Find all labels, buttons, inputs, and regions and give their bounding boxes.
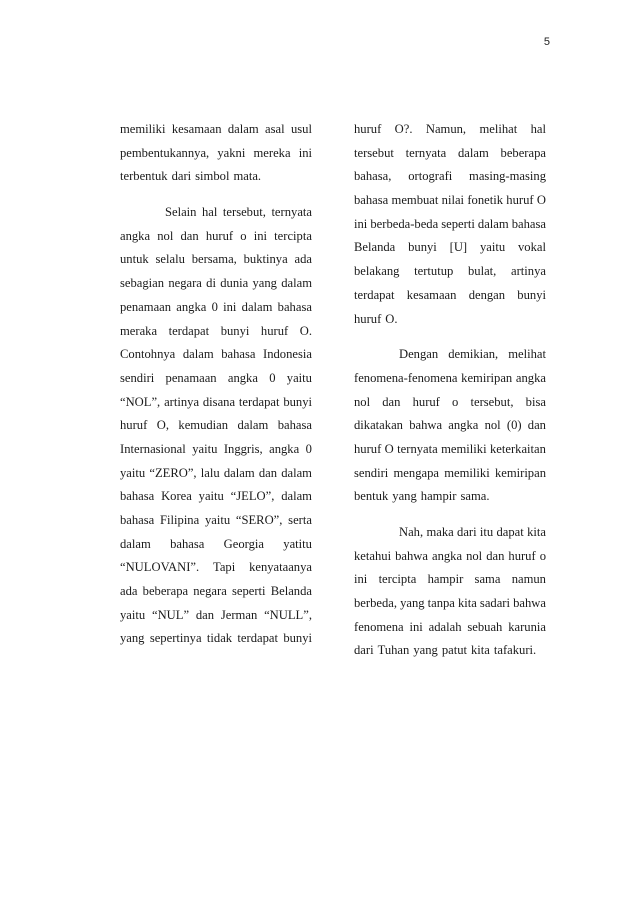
word: ternyata <box>405 145 447 160</box>
word: ini <box>354 572 368 587</box>
word: angka <box>120 228 151 243</box>
word: ternyata <box>397 441 438 456</box>
word: Tapi <box>213 560 236 575</box>
word: sama. <box>460 489 490 504</box>
word: 0 <box>269 370 276 385</box>
word: ini <box>409 619 423 634</box>
word: kita <box>457 596 477 611</box>
text-line <box>120 556 312 580</box>
word: ketahui <box>354 548 392 563</box>
word: penamaan <box>120 299 172 314</box>
text-line <box>120 272 312 296</box>
text-line <box>120 118 312 142</box>
word: terdapat <box>238 394 280 409</box>
word: karunia <box>508 619 546 634</box>
text-line <box>354 462 546 486</box>
word: bulat, <box>467 264 497 279</box>
word: seperti <box>231 584 266 599</box>
word: kesamaan <box>406 287 457 302</box>
word: nol <box>354 394 371 409</box>
text-line <box>354 165 546 189</box>
text-line <box>120 343 312 367</box>
paragraph-gap <box>354 331 546 343</box>
word: Belanda <box>270 584 312 599</box>
text-line <box>120 414 312 438</box>
word: tafakuri. <box>493 643 537 658</box>
word: yaitu <box>120 465 146 480</box>
word: huruf <box>205 228 234 243</box>
word: yaitu <box>192 441 218 456</box>
word: O. <box>299 323 312 338</box>
text-line <box>354 639 546 663</box>
word: melihat <box>479 122 518 136</box>
word: dengan <box>468 287 506 302</box>
word: masing-masing <box>469 169 546 184</box>
word: Korea <box>161 489 192 504</box>
word: dalam <box>281 276 312 291</box>
word: patut <box>441 643 467 658</box>
text-line <box>120 462 312 486</box>
word: dalam <box>120 536 151 551</box>
word: Internasional <box>120 441 186 456</box>
word: tercipta <box>378 572 417 587</box>
paragraph-gap <box>120 189 312 201</box>
text-line <box>354 568 546 592</box>
text-line <box>120 485 312 509</box>
word: “NULOVANI”. <box>120 560 200 575</box>
word: huruf <box>354 441 382 456</box>
word: kesamaan <box>171 122 222 136</box>
word: nol <box>484 418 501 433</box>
word: mengapa <box>393 465 439 480</box>
word: O?. <box>394 122 413 136</box>
word: bahasa <box>221 347 256 362</box>
right-text-column <box>354 118 546 663</box>
word: bahasa <box>120 513 155 527</box>
word: belakang <box>354 264 400 279</box>
word: huruf <box>412 394 440 409</box>
word: tersebut, <box>222 205 266 220</box>
word: bahwa <box>409 418 443 433</box>
text-line <box>120 391 312 415</box>
text-line <box>354 142 546 166</box>
text-line <box>354 343 546 367</box>
page-number: 5 <box>543 36 550 48</box>
text-line <box>120 438 312 462</box>
word: (0) <box>506 418 522 433</box>
word: yang <box>392 489 417 504</box>
word: bahasa <box>277 299 312 314</box>
text-line <box>354 213 546 237</box>
word: angka <box>227 370 258 385</box>
word: maka <box>426 525 454 539</box>
word: ada <box>294 252 312 267</box>
word: [U] <box>449 240 468 255</box>
word: ternyata <box>271 205 312 220</box>
text-line <box>120 533 312 557</box>
text-line <box>120 296 312 320</box>
word: bahasa, <box>354 169 392 184</box>
word: yatitu <box>283 536 312 551</box>
word: dan <box>486 548 505 563</box>
text-line <box>354 391 546 415</box>
word: Belanda <box>354 240 396 255</box>
word: berbeda-beda <box>370 216 439 231</box>
paragraph-gap <box>354 509 546 521</box>
word: dan <box>195 607 215 622</box>
word: dan <box>180 228 199 243</box>
word: “NUL” <box>152 607 190 622</box>
word: yaitu <box>479 240 506 255</box>
word: huruf <box>354 122 382 136</box>
word: angka <box>515 370 546 385</box>
text-line <box>354 308 546 332</box>
word: O. <box>385 311 398 326</box>
word: huruf <box>354 311 382 326</box>
text-line <box>120 225 312 249</box>
word: Selain <box>165 205 197 220</box>
word: yang <box>400 596 425 611</box>
text-line <box>354 521 546 545</box>
word: beberapa <box>142 584 189 599</box>
word: memiliki <box>444 465 490 480</box>
word: bahasa <box>354 193 389 208</box>
text-line <box>354 236 546 260</box>
word: nilai <box>441 193 465 208</box>
word: “NOL”, <box>120 394 161 409</box>
word: sendiri <box>354 465 389 480</box>
word: nol <box>466 548 483 563</box>
word: dalam <box>237 418 269 433</box>
word: bunyi <box>283 394 312 409</box>
word: Georgia <box>223 536 264 551</box>
word: yaitu <box>120 607 146 622</box>
word: dalam <box>477 216 509 231</box>
word: yang <box>413 643 438 658</box>
word: dan <box>527 418 546 433</box>
word: bunyi <box>517 287 546 302</box>
text-line <box>120 201 312 225</box>
word: seperti <box>441 216 475 231</box>
word: angka <box>176 299 207 314</box>
word: 0 <box>211 299 218 314</box>
word: bunyi <box>408 240 437 255</box>
word: artinya <box>511 264 546 279</box>
word: dalam <box>241 299 273 314</box>
text-line <box>120 580 312 604</box>
word: “ZERO”, <box>149 465 197 480</box>
word: adalah <box>428 619 462 634</box>
word: sama <box>474 572 501 587</box>
word: fonetik <box>467 193 504 208</box>
word: yaitu <box>198 489 224 504</box>
word: hal <box>530 122 546 136</box>
word: beberapa <box>500 145 546 160</box>
word: buktinya <box>243 252 288 267</box>
word: simbol <box>195 169 230 184</box>
word: ini <box>298 145 312 160</box>
word: dapat <box>496 525 524 539</box>
word: bahasa <box>120 489 155 504</box>
word: Dengan <box>399 347 439 362</box>
word: mata. <box>233 169 262 184</box>
word: o <box>452 394 459 409</box>
word: huruf <box>508 548 536 563</box>
word: hampir <box>427 572 464 587</box>
text-line <box>120 320 312 344</box>
word: bahwa <box>513 596 546 611</box>
word: dalam <box>223 465 255 480</box>
word: sebuah <box>467 619 503 634</box>
word: tertutup <box>414 264 454 279</box>
text-line <box>120 509 312 533</box>
word: dalam <box>457 145 489 160</box>
word: selalu <box>155 252 185 267</box>
word: kenyataanya <box>249 560 312 575</box>
word: negara <box>193 584 227 599</box>
word: fenomena <box>354 619 404 634</box>
word: yaitu <box>286 370 312 385</box>
word: keterkaitan <box>490 441 546 456</box>
word: terbentuk <box>120 169 168 184</box>
word: penamaan <box>165 370 217 385</box>
word: membuat <box>391 193 439 208</box>
word: namun <box>511 572 546 587</box>
word: 0 <box>305 441 312 456</box>
text-line <box>120 627 312 651</box>
word: usul <box>290 122 312 136</box>
text-line <box>354 438 546 462</box>
word: o <box>240 228 247 243</box>
word: pembentukannya, <box>120 145 210 160</box>
word: artinya <box>164 394 200 409</box>
word: kemiripan <box>461 370 513 385</box>
word: O, <box>156 418 169 433</box>
word: ini <box>223 299 237 314</box>
text-line <box>354 485 546 509</box>
word: meraka <box>120 323 158 338</box>
word: dari <box>171 169 192 184</box>
word: disana <box>202 394 236 409</box>
word: huruf <box>506 193 534 208</box>
word: kemudian <box>178 418 229 433</box>
word: bahasa <box>511 216 546 231</box>
word: hampir <box>420 489 457 504</box>
word: Tuhan <box>377 643 410 658</box>
word: ada <box>120 584 138 599</box>
word: vokal <box>518 240 546 255</box>
word: dalam <box>281 465 312 480</box>
word: bunyi <box>283 631 312 646</box>
word: tercipta <box>274 228 312 243</box>
word: angka <box>431 548 463 563</box>
word: “NULL”, <box>264 607 312 622</box>
word: kemiripan <box>494 465 546 480</box>
word: nol <box>157 228 174 243</box>
text-line <box>354 284 546 308</box>
word: Jerman <box>220 607 258 622</box>
text-line <box>354 189 546 213</box>
word: tanpa <box>427 596 455 611</box>
word: ortografi <box>408 169 453 184</box>
word: terdapat <box>354 287 395 302</box>
text-line <box>354 545 546 569</box>
word: hal <box>202 205 218 220</box>
word: Namun, <box>425 122 467 136</box>
word: di <box>206 276 216 291</box>
word: bisa <box>525 394 546 409</box>
word: bahasa <box>170 536 205 551</box>
word: lalu <box>200 465 220 480</box>
word: O <box>536 193 546 208</box>
word: yakni <box>217 145 246 160</box>
text-line <box>120 367 312 391</box>
word: terdapat <box>168 323 210 338</box>
word: ini <box>253 228 268 243</box>
word: dalam <box>227 122 259 136</box>
word: Inggris, <box>223 441 263 456</box>
text-line <box>354 367 546 391</box>
word: dari <box>354 643 374 658</box>
word: dunia <box>220 276 249 291</box>
text-line <box>120 142 312 166</box>
word: negara <box>168 276 202 291</box>
word: Contohnya <box>120 347 176 362</box>
word: bahasa <box>277 418 312 433</box>
word: sebagian <box>120 276 165 291</box>
word: huruf <box>120 418 148 433</box>
word: melihat <box>508 347 546 362</box>
word: yang <box>120 631 145 646</box>
word: asal <box>265 122 285 136</box>
text-line <box>120 604 312 628</box>
left-text-column <box>120 118 312 651</box>
word: sadari <box>479 596 510 611</box>
word: mereka <box>253 145 291 160</box>
text-line <box>354 414 546 438</box>
word: dan <box>258 465 278 480</box>
word: huruf <box>260 323 289 338</box>
word: bersama, <box>191 252 237 267</box>
word: tersebut, <box>470 394 514 409</box>
word: bunyi <box>220 323 250 338</box>
word: untuk <box>120 252 149 267</box>
word: itu <box>479 525 494 539</box>
word: berbeda, <box>354 596 398 611</box>
word: bahwa <box>395 548 428 563</box>
word: demikian, <box>448 347 499 362</box>
word: tidak <box>206 631 233 646</box>
text-line <box>120 165 312 189</box>
word: ini <box>354 216 368 231</box>
word: dari <box>457 525 477 539</box>
word: angka <box>448 418 479 433</box>
word: sepertinya <box>149 631 202 646</box>
text-line <box>354 616 546 640</box>
word: memiliki <box>120 122 166 136</box>
word: kita <box>471 643 490 658</box>
word: fenomena-fenomena <box>354 370 458 385</box>
word: dalam <box>182 347 214 362</box>
word: Indonesia <box>263 347 312 362</box>
text-line <box>120 248 312 272</box>
text-line <box>354 260 546 284</box>
word: o <box>539 548 546 563</box>
word: angka <box>269 441 300 456</box>
word: sendiri <box>120 370 155 385</box>
word: Nah, <box>399 525 424 539</box>
word: memiliki <box>441 441 487 456</box>
word: dan <box>382 394 401 409</box>
text-line <box>354 118 546 142</box>
word: Filipina <box>160 513 200 527</box>
word: O <box>384 441 394 456</box>
word: dikatakan <box>354 418 403 433</box>
word: dalam <box>281 489 312 504</box>
word: “JELO”, <box>230 489 275 504</box>
text-line <box>354 592 546 616</box>
word: terdapat <box>237 631 278 646</box>
word: yaitu <box>204 513 231 527</box>
word: “SERO”, <box>235 513 283 527</box>
word: yang <box>252 276 277 291</box>
word: kita <box>527 525 546 539</box>
word: serta <box>288 513 312 527</box>
word: bentuk <box>354 489 389 504</box>
word: tersebut <box>354 145 394 160</box>
